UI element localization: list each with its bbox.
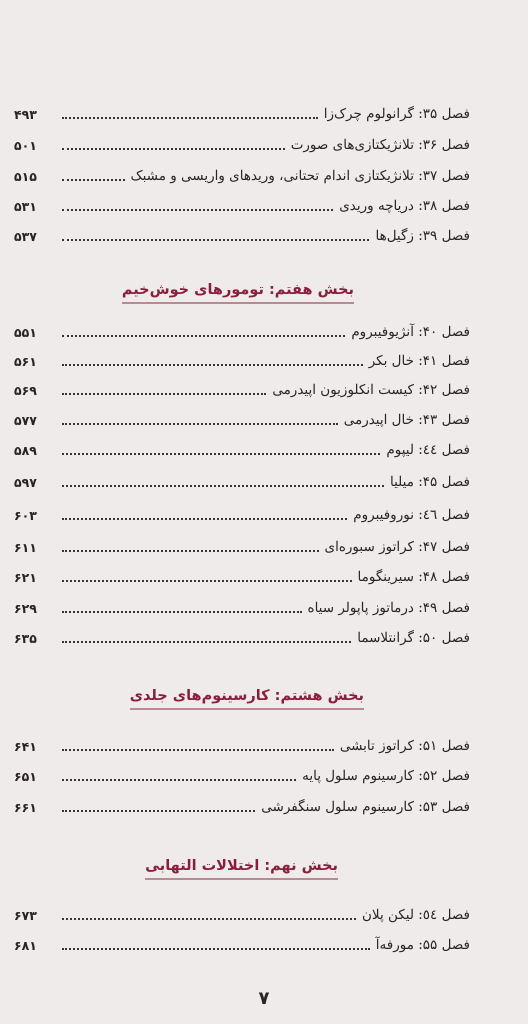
toc-entry[interactable] — [14, 596, 470, 620]
chapter-title: فصل ۴۲: کیست انکلوزیون اپیدرمی — [272, 382, 470, 398]
chapter-title: فصل ٤٤: لیپوم — [386, 442, 470, 458]
chapter-title: فصل ۴۱: خال بکر — [368, 353, 470, 369]
chapter-title: فصل ۵۳: کارسینوم سلول سنگفرشی — [261, 799, 470, 815]
dot-leader — [62, 179, 125, 181]
dot-leader — [62, 148, 285, 150]
chapter-title: فصل ۳۷: تلانژیکتازی اندام تحتانی، وریدهای واریسی و مشبک — [130, 168, 470, 184]
toc-entry[interactable] — [14, 378, 470, 402]
dot-leader — [62, 518, 347, 520]
chapter-title: فصل ۳۵: گرانولوم چرک‌زا — [323, 106, 470, 122]
page-number: ۶۱۱ — [14, 539, 37, 555]
chapter-title: فصل ۵۵: مورفه‌آ — [375, 937, 470, 953]
toc-entry[interactable] — [14, 408, 470, 432]
section-heading: بخش نهم: اختلالات التهابی — [145, 858, 338, 880]
toc-entry[interactable] — [14, 164, 470, 188]
page-number: ۶۲۱ — [14, 569, 37, 585]
dot-leader — [62, 948, 370, 950]
page-folio: ۷ — [258, 988, 270, 1009]
page-number: ۶۶۱ — [14, 799, 37, 815]
chapter-title: فصل ۴۰: آنژیوفیبروم — [351, 324, 470, 340]
chapter-title: فصل ۳۸: دریاچه وریدی — [339, 198, 470, 214]
toc-entry[interactable] — [14, 734, 470, 758]
page-number: ۵۳۷ — [14, 228, 37, 244]
toc-entry[interactable] — [14, 933, 470, 957]
dot-leader — [62, 779, 296, 781]
toc-entry[interactable] — [14, 102, 470, 126]
page-number: ۵۷۷ — [14, 412, 37, 428]
page-number: ۵۰۱ — [14, 137, 37, 153]
page-number: ۵۹۷ — [14, 474, 37, 490]
page-number: ۵۸۹ — [14, 442, 37, 458]
dot-leader — [62, 209, 333, 211]
toc-entry[interactable] — [14, 320, 470, 344]
toc-entry[interactable] — [14, 626, 470, 650]
dot-leader — [62, 335, 345, 337]
toc-entry[interactable] — [14, 764, 470, 788]
dot-leader — [62, 423, 338, 425]
toc-entry[interactable] — [14, 224, 470, 248]
toc-entry[interactable] — [14, 133, 470, 157]
chapter-title: فصل ۴۷: کراتوز سبوره‌ای — [324, 539, 470, 555]
dot-leader — [62, 550, 319, 552]
section-heading: بخش هفتم: تومورهای خوش‌خیم — [122, 282, 354, 304]
page-number: ۵۱۵ — [14, 168, 37, 184]
chapter-title: فصل ۳۹: زگیل‌ها — [375, 228, 470, 244]
toc-entry[interactable] — [14, 565, 470, 589]
chapter-title: فصل ۴۹: درماتوز پاپولر سیاه — [307, 600, 470, 616]
chapter-title: فصل ۴۵: میلیا — [389, 474, 470, 490]
chapter-title: فصل ٤٦: نوروفیبروم — [353, 507, 470, 523]
page-number: ۵۶۹ — [14, 382, 37, 398]
toc-entry[interactable] — [14, 795, 470, 819]
chapter-title: فصل ۴۸: سیرینگوما — [357, 569, 470, 585]
dot-leader — [62, 485, 384, 487]
page-number: ۶۴۱ — [14, 738, 37, 754]
dot-leader — [62, 453, 380, 455]
chapter-title: فصل ٥٤: لیکن پلان — [362, 907, 470, 923]
dot-leader — [62, 611, 302, 613]
chapter-title: فصل ۵۱: کراتوز تابشی — [339, 738, 470, 754]
page-number: ۶۷۳ — [14, 907, 37, 923]
toc-entry[interactable] — [14, 194, 470, 218]
page-number: ۴۹۳ — [14, 106, 37, 122]
toc-entry[interactable] — [14, 903, 470, 927]
chapter-title: فصل ۵۰: گرانتلاسما — [357, 630, 470, 646]
section-heading: بخش هشتم: کارسینوم‌های جلدی — [130, 688, 364, 710]
page-number: ۶۵۱ — [14, 768, 37, 784]
page-number: ۶۸۱ — [14, 937, 37, 953]
dot-leader — [62, 117, 318, 119]
page-number: ۵۵۱ — [14, 324, 37, 340]
dot-leader — [62, 641, 351, 643]
dot-leader — [62, 393, 266, 395]
dot-leader — [62, 580, 352, 582]
dot-leader — [62, 749, 334, 751]
page-number: ۶۰۳ — [14, 507, 37, 523]
toc-entry[interactable] — [14, 503, 470, 527]
dot-leader — [62, 239, 369, 241]
dot-leader — [62, 364, 363, 366]
toc-entry[interactable] — [14, 349, 470, 373]
page-number: ۶۲۹ — [14, 600, 37, 616]
chapter-title: فصل ۳۶: تلانژیکتازی‌های صورت — [290, 137, 470, 153]
page-number: ۵۳۱ — [14, 198, 37, 214]
dot-leader — [62, 918, 356, 920]
toc-entry[interactable] — [14, 535, 470, 559]
page-number: ۵۶۱ — [14, 353, 37, 369]
chapter-title: فصل ۴۳: خال اپیدرمی — [343, 412, 470, 428]
dot-leader — [62, 810, 255, 812]
toc-entry[interactable] — [14, 470, 470, 494]
page-number: ۶۳۵ — [14, 630, 37, 646]
toc-entry[interactable] — [14, 438, 470, 462]
chapter-title: فصل ۵۲: کارسینوم سلول پایه — [302, 768, 470, 784]
